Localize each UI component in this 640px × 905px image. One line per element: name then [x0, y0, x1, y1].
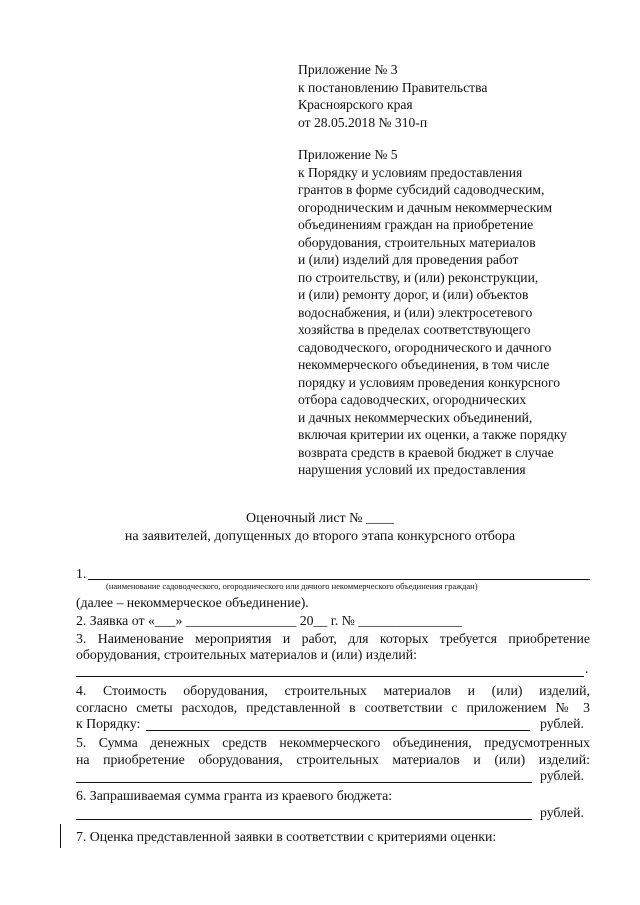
appendix-line: и (или) изделий для проведения работ	[298, 252, 519, 267]
item-4-amount-field[interactable]	[146, 716, 530, 731]
appendix-line: Красноярского края	[298, 97, 413, 112]
item-4-currency: рублей.	[540, 716, 584, 731]
item-1-continuation: (далее – некоммерческое объединение).	[76, 595, 309, 610]
appendix-line: порядку и условиям проведения конкурсного	[298, 374, 561, 390]
appendix-line: Приложение № 5	[298, 147, 398, 162]
appendix-line: Приложение № 3	[298, 62, 398, 77]
appendix-line: к постановлению Правительства	[298, 79, 488, 95]
appendix-line: и дачных некоммерческих объединений,	[298, 409, 533, 425]
appendix-line: садоводческого, огороднического и дачного	[298, 339, 552, 355]
item-4-line-1: 4. Стоимость оборудования, строительных материалов и (или) изделий,	[76, 683, 590, 698]
appendix-line: отбора садоводческих, огороднических	[298, 392, 527, 407]
table-border	[60, 824, 61, 848]
item-3-field[interactable]	[76, 662, 584, 677]
item-3-line-1: 3. Наименование мероприятия и работ, для которых требуется приобретение	[76, 631, 590, 646]
appendix-line: объединениям граждан на приобретение	[298, 217, 534, 232]
item-3-period: .	[585, 661, 589, 676]
item-5-currency: рублей.	[540, 768, 584, 783]
item-4-line-3-label: к Порядку:	[76, 716, 141, 731]
appendix-5-header	[298, 146, 567, 479]
item-4-line-2: согласно сметы расходов, представленной в соответствии с приложением № 3	[76, 700, 590, 715]
appendix-line: нарушения условий их предоставления	[298, 462, 526, 477]
item-1-caption: (наименование садоводческого, огороднического или дачного некоммерческого объединения граждан)	[106, 581, 478, 591]
item-5-line-1: 5. Сумма денежных средств некоммерческого объединения, предусмотренных	[76, 735, 590, 750]
appendix-line: к Порядку и условиям предоставления	[298, 164, 523, 180]
appendix-line: грантов в форме субсидий садоводческим,	[298, 182, 545, 197]
appendix-line: возврата средств в краевой бюджет в случае	[298, 444, 554, 460]
item-6-line-1: 6. Запрашиваемая сумма гранта из краевого бюджета:	[76, 788, 393, 803]
appendix-line: водоснабжения, и (или) электросетевого	[298, 304, 533, 320]
appendix-line: некоммерческого объединения, в том числе	[298, 357, 550, 372]
appendix-line: хозяйства в пределах соответствующего	[298, 322, 531, 337]
item-5-line-2: на приобретение оборудования, строительных материалов и (или) изделий:	[76, 752, 590, 767]
form-subtitle: на заявителей, допущенных до второго этапа конкурсного отбора	[124, 529, 516, 544]
appendix-line: огородническим и дачным некоммерческим	[298, 199, 553, 215]
appendix-3-header	[298, 61, 487, 131]
form-title: Оценочный лист № ____	[245, 511, 395, 526]
item-5-amount-field[interactable]	[76, 768, 532, 783]
appendix-line: оборудования, строительных материалов	[298, 234, 536, 250]
item-2-application[interactable]: 2. Заявка от «___» ________________ 20__ г. № _______________	[76, 613, 462, 628]
item-6-amount-field[interactable]	[76, 805, 532, 820]
appendix-line: от 28.05.2018 № 310-п	[298, 114, 428, 130]
item-1-number: 1.	[76, 566, 87, 581]
appendix-line: включая критерии их оценки, а также порядку	[298, 427, 567, 442]
appendix-line: и (или) ремонту дорог, и (или) объектов	[298, 287, 529, 302]
item-6-currency: рублей.	[540, 805, 584, 820]
item-1-name-field[interactable]	[88, 562, 590, 580]
appendix-line: по строительству, и (или) реконструкции,	[298, 269, 539, 285]
item-3-line-2: оборудования, строительных материалов и (или) изделий:	[76, 647, 417, 662]
item-7-line-1: 7. Оценка представленной заявки в соответствии с критериями оценки:	[76, 829, 497, 844]
